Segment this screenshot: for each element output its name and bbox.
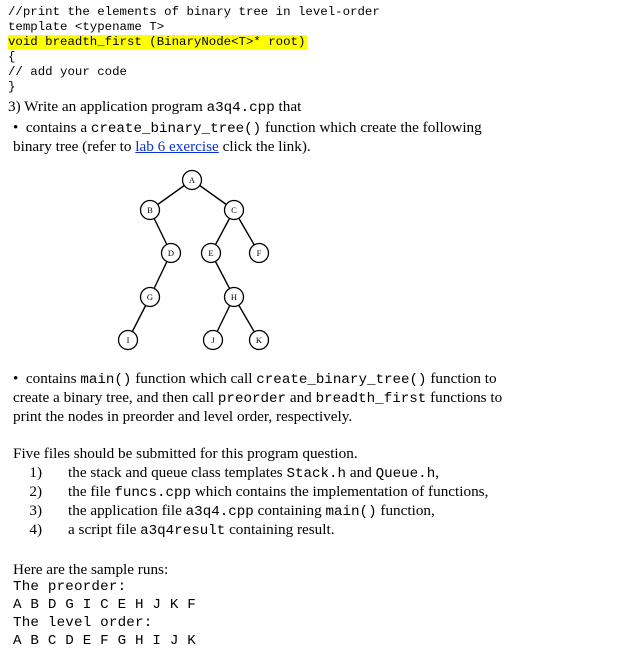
bullet-icon: •	[13, 370, 19, 387]
tree-node-label: I	[126, 335, 130, 345]
file-list-code: Queue.h	[375, 466, 436, 482]
tree-node-label: A	[188, 175, 196, 185]
preorder-label: The preorder:	[13, 579, 127, 595]
bullet-1-line-2	[13, 137, 311, 156]
code-comment: //print the elements of binary tree in level-order	[8, 5, 380, 19]
code-signature: void breadth_first (BinaryNode<T>* root)	[8, 35, 306, 49]
bullet-1-line-2-text: binary tree (refer to	[13, 138, 136, 155]
tree-node-f	[250, 244, 269, 263]
tree-node-label: F	[256, 248, 262, 258]
file-list-item	[0, 520, 488, 539]
bullet-2-line-2	[13, 388, 502, 409]
file-list-number: 2)	[29, 483, 42, 500]
heading-filename: a3q4.cpp	[206, 100, 275, 116]
bullet-2-code-1: main()	[80, 372, 132, 388]
file-list-code: a3q4.cpp	[185, 504, 254, 520]
tree-node-label: B	[147, 205, 153, 215]
file-list-text: which contains the implementation of functions,	[191, 483, 489, 500]
file-list-text: the file	[68, 483, 115, 500]
tree-node-label: G	[146, 292, 154, 302]
bullet-2-line-2-code-2: breadth_first	[315, 391, 427, 407]
file-list-code: Stack.h	[286, 466, 347, 482]
tree-node-j	[204, 331, 223, 350]
sample-intro: Here are the sample runs:	[13, 561, 169, 578]
file-list-text: containing	[253, 502, 326, 519]
tree-node-h	[225, 288, 244, 307]
file-list-text: ,	[435, 464, 440, 481]
bullet-icon: •	[13, 119, 19, 136]
bullet-1-suffix: function which create the following	[261, 119, 482, 136]
file-list-text: a script file	[68, 521, 141, 538]
tree-node-d	[162, 244, 181, 263]
bullet-2-text-1: contains	[25, 370, 81, 387]
code-close-brace: }	[8, 80, 16, 94]
file-list-item	[0, 501, 488, 520]
code-template: template <typename T>	[8, 20, 165, 34]
file-list-number: 3)	[29, 502, 42, 519]
file-list-item	[0, 463, 488, 482]
file-list-text: the application file	[68, 502, 186, 519]
tree-node-k	[250, 331, 269, 350]
bullet-2-text-3: function to	[426, 370, 497, 387]
tree-node-g	[141, 288, 160, 307]
bullet-1-code: create_binary_tree()	[90, 121, 262, 137]
level-order-label: The level order:	[13, 615, 153, 631]
bullet-1-line-1	[13, 118, 482, 139]
bullet-2-line-2-text-1: create a binary tree, and then call	[13, 389, 218, 406]
preorder-output: A B D G I C E H J K F	[13, 597, 196, 613]
tree-node-label: E	[208, 248, 214, 258]
bullet-2-line-1	[13, 369, 497, 390]
file-list-code: funcs.cpp	[114, 485, 192, 501]
heading-text: 3) Write an application program	[8, 98, 207, 115]
tree-node-label: C	[231, 205, 237, 215]
bullet-2-line-2-text-3: functions to	[426, 389, 503, 406]
bullet-2-code-2: create_binary_tree()	[256, 372, 427, 388]
tree-node-label: K	[255, 335, 263, 345]
binary-tree-diagram	[100, 160, 300, 360]
files-intro: Five files should be submitted for this program question.	[13, 445, 358, 462]
tree-node-a	[183, 171, 202, 190]
file-list-text: function,	[376, 502, 435, 519]
lab-6-exercise-link[interactable]: lab 6 exercise	[135, 138, 219, 155]
code-body-comment: // add your code	[8, 65, 127, 79]
file-list-item	[0, 482, 488, 501]
tree-node-e	[202, 244, 221, 263]
code-open-brace: {	[8, 50, 16, 64]
bullet-2-line-2-text-2: and	[286, 389, 316, 406]
bullet-2-line-2-code-1: preorder	[217, 391, 287, 407]
tree-node-label: J	[211, 335, 215, 345]
tree-node-label: H	[230, 292, 238, 302]
question-heading	[8, 97, 301, 118]
file-list-code: a3q4result	[140, 523, 226, 539]
tree-node-b	[141, 201, 160, 220]
file-list-text: containing result.	[225, 521, 335, 538]
files-list	[0, 463, 488, 539]
bullet-1-line-2-suffix: click the link).	[218, 138, 311, 155]
file-list-code: main()	[325, 504, 377, 520]
file-list-text: and	[346, 464, 376, 481]
tree-node-label: D	[167, 248, 175, 258]
level-order-output: A B C D E F G H I J K	[13, 633, 196, 649]
tree-node-i	[119, 331, 138, 350]
bullet-2-line-3: print the nodes in preorder and level order, respectively.	[13, 408, 353, 425]
tree-node-c	[225, 201, 244, 220]
bullet-1-text: contains a	[25, 119, 91, 136]
bullet-2-text-2: function which call	[131, 370, 257, 387]
file-list-number: 1)	[29, 464, 42, 481]
heading-suffix: that	[274, 98, 302, 115]
file-list-text: the stack and queue class templates	[68, 464, 287, 481]
file-list-number: 4)	[29, 521, 42, 538]
